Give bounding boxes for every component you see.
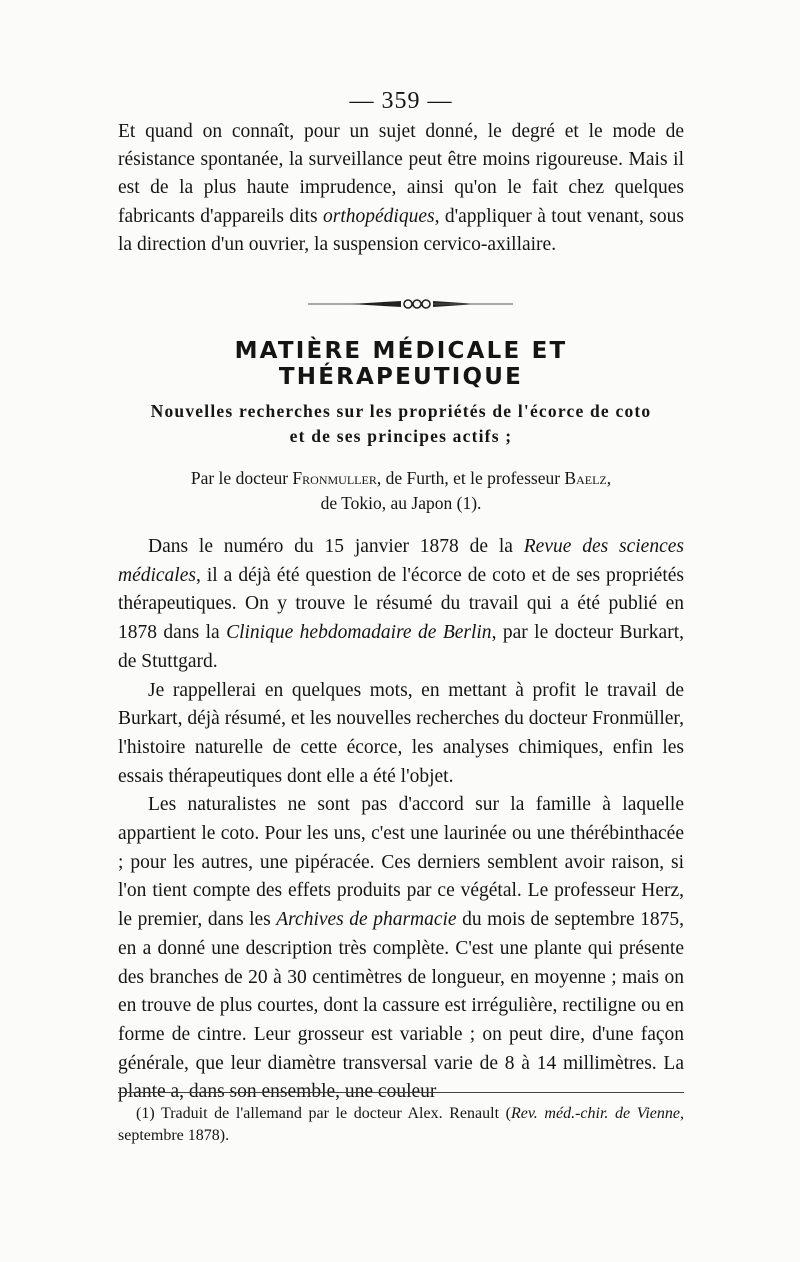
ornament-divider [118,297,684,311]
paragraph [118,533,684,677]
section-title: MATIÈRE MÉDICALE ET THÉRAPEUTIQUE [234,338,568,390]
italic-text: orthopédiques [322,205,435,227]
article-title-line: et de ses principes actifs ; [289,426,513,446]
text-run: Je rappellerai en quelques mots, en mettant à profit le travail de Burkart, déjà résumé, et les nouvelles recherches du docteur Fronmüller, l'histoire naturelle de cette écorce, les analyses chimiques, enfin les essais thérapeutiques dont elle a été l'objet. [118,679,684,787]
text-run: du mois de septembre 1875, en a donné une description très complète. C'est une plante qui présente des branches de 20 à 30 centimètres de longueur, en moyenne ; mais on en trouve de plus courtes, dont la cassure est irrégulière, rectiligne ou en forme de cintre. Leur grosseur est variable ; on peut dire, d'une façon générale, que leur diamètre transversal varie de 8 à 14 millimètres. La plante a, dans son ensemble, une couleur [118,909,684,1103]
text-run: Dans le numéro du 15 janvier 1878 de la [148,536,524,557]
paragraph [118,791,684,1107]
italic-text: Revue des sciences médicales [118,536,684,586]
footnote-text [118,1103,684,1147]
authors-line: de Tokio, au Japon (1). [320,493,482,513]
article-authors [118,466,684,516]
article-title-line: Nouvelles recherches sur les propriétés de l'écorce de coto [150,401,652,421]
text-run: Et quand on connaît, pour un sujet donné, le degré et le mode de résistance spontanée, la surveillance peut être moins rigoureuse. Mais il est de la plus haute imprudence, ainsi qu'on le fait chez quelques fabricants d'appareils dits [118,121,684,227]
author-name: Fronmuller [292,468,377,488]
text-run: Les naturalistes ne sont pas d'accord sur la famille à laquelle appartient le coto. Pour les uns, c'est une laurinée ou une thérébinthacée ; pour les autres, une pipéracée. Ces derniers semblent avoir raison, si l'on tient compte des effets produits par ce végétal. Le professeur Herz, le premier, dans les [118,794,684,931]
paragraph [118,677,684,792]
article-title [118,399,684,449]
text-run: , par le docteur Burkart, de Stuttgard. [118,622,684,672]
paragraph [118,118,684,259]
italic-text: Rev. méd.-chir. de Vienne [510,1105,681,1122]
article-body [118,533,684,1107]
text-run: , il a déjà été question de l'écorce de coto et de ses propriétés thérapeutiques. On y trouve le résumé du travail qui a été publié en 1878 dans la [118,564,684,644]
italic-text: Archives de pharmacie [276,909,457,931]
italic-text: Clinique hebdomadaire de Berlin [226,622,492,644]
text-run: , d'appliquer à tout venant, sous la direction d'un ouvrier, la suspension cervico-axillaire. [118,205,684,255]
authors-line [118,466,684,491]
text-run: Par le docteur [190,468,293,488]
author-name: Baelz [564,468,607,488]
page-number: — 359 — [349,88,453,114]
footnote [118,1103,684,1147]
text-run: , septembre 1878). [118,1105,685,1144]
footnote-rule [118,1092,684,1093]
text-run: , de Furth, et le professeur [376,468,565,488]
text-run: , [606,468,612,488]
text-run: (1) Traduit de l'allemand par le docteur Alex. Renault ( [136,1105,511,1122]
continuation-paragraph [118,118,684,259]
